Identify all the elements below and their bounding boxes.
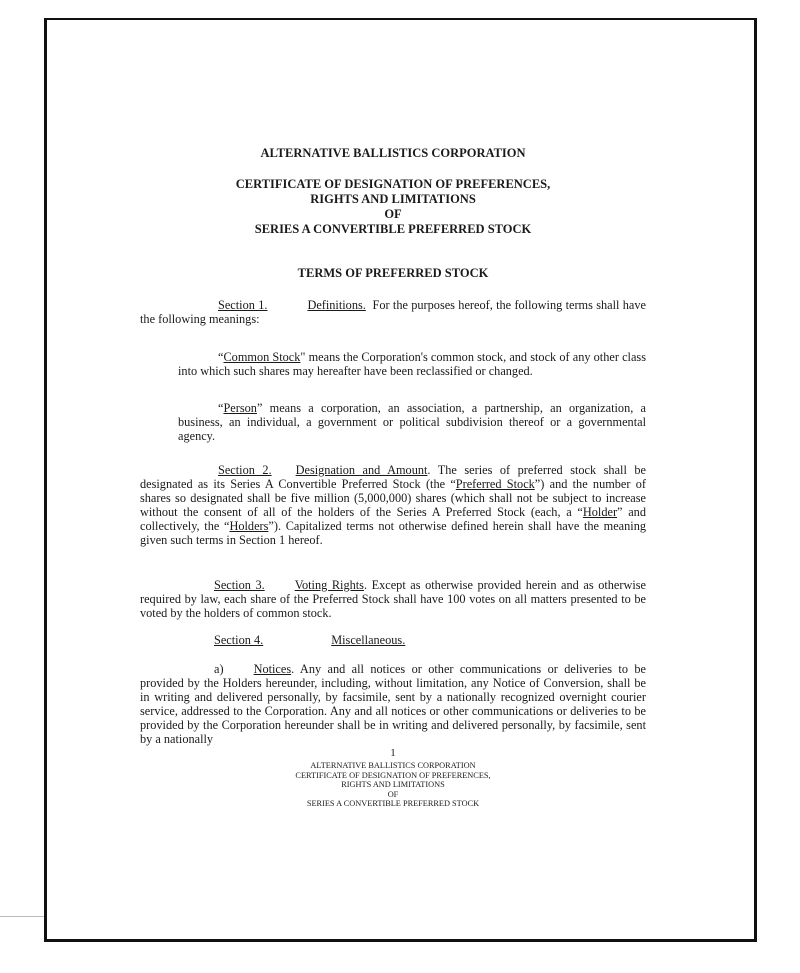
- footer-line: CERTIFICATE OF DESIGNATION OF PREFERENCES,: [295, 770, 491, 780]
- section-2-text: ” and collectively, the “: [140, 505, 646, 533]
- definition-text: " means the Corporation's common stock, and stock of any other class into which such shares may hereafter have been reclassified or changed.: [178, 350, 646, 378]
- open-quote: “: [218, 350, 224, 364]
- title-line: RIGHTS AND LIMITATIONS: [310, 192, 476, 206]
- definition-text: ” means a corporation, an association, a partnership, an organization, a business, an individual, a government or political subdivision thereof or a governmental agency.: [178, 401, 646, 443]
- section-1-label: Section 1.: [218, 298, 268, 312]
- section-2-paragraph: [140, 463, 646, 547]
- definition-common-stock: [178, 350, 646, 378]
- section-3-heading: Voting Rights: [294, 578, 364, 592]
- footer-line: SERIES A CONVERTIBLE PREFERRED STOCK: [306, 799, 480, 809]
- page-number: 1: [390, 747, 396, 759]
- term-holders: Holders: [229, 519, 269, 533]
- title-line: CERTIFICATE OF DESIGNATION OF PREFERENCES,: [235, 177, 551, 191]
- section-1-text: For the purposes hereof, the following terms shall have the following meanings:: [140, 298, 646, 326]
- title-line: OF: [384, 207, 402, 221]
- section-4a-heading: Notices: [253, 662, 292, 676]
- company-name: ALTERNATIVE BALLISTICS CORPORATION: [260, 146, 526, 160]
- section-2-heading: Designation and Amount: [295, 463, 428, 477]
- document-body: [140, 146, 646, 746]
- title-line: SERIES A CONVERTIBLE PREFERRED STOCK: [254, 222, 532, 236]
- term-common-stock: Common Stock: [223, 350, 301, 364]
- section-4-heading-line: [214, 633, 646, 647]
- section-4-label: Section 4.: [214, 633, 264, 647]
- section-3-text: . Except as otherwise provided herein and as otherwise required by law, each share of the Preferred Stock shall have 100 votes on all matters presented to be voted by the holders of common stock.: [140, 578, 647, 620]
- subsection-marker: a): [214, 662, 224, 676]
- section-2-text: ”) and the number of shares so designated shall be five million (5,000,000) shares (which shall not be subject to increase without the consent of all of the holders of the Series A Preferred Stock (each, a “: [140, 477, 646, 519]
- section-4a-text: . Any and all notices or other communications or deliveries to be provided by the Holders hereunder, including, without limitation, any Notice of Conversion, shall be in writing and delivered personally, by facsimile, sent by a nationally recognized overnight courier service, addressed to the Corporation. Any and all notices or other communications or deliveries to be provided by the Corporation hereunder shall be in writing and delivered personally, by facsimile, sent by a nationally: [140, 662, 646, 746]
- section-2-text: ”). Capitalized terms not otherwise defined herein shall have the meaning given such terms in Section 1 hereof.: [140, 519, 647, 547]
- term-person: Person: [223, 401, 257, 415]
- open-quote: “: [218, 401, 224, 415]
- footer-line: RIGHTS AND LIMITATIONS: [341, 780, 445, 790]
- footer-line: OF: [387, 789, 399, 799]
- footer-line: ALTERNATIVE BALLISTICS CORPORATION: [310, 761, 476, 770]
- certificate-title: [140, 177, 646, 237]
- section-3-label: Section 3.: [214, 578, 265, 592]
- section-1-paragraph: [140, 298, 646, 326]
- page-footer: [140, 747, 646, 809]
- scan-edge-mark: [0, 916, 44, 917]
- terms-heading: TERMS OF PREFERRED STOCK: [297, 266, 489, 280]
- section-1-heading: Definitions.: [307, 298, 366, 312]
- section-4-heading: Miscellaneous.: [331, 633, 406, 647]
- section-2-text: . The series of preferred stock shall be designated as its Series A Convertible Preferred Stock (the “: [140, 463, 646, 491]
- section-4a-paragraph: [140, 662, 646, 746]
- definition-person: [178, 401, 646, 443]
- section-2-label: Section 2.: [218, 463, 272, 477]
- term-holder: Holder: [582, 505, 618, 519]
- section-3-paragraph: [140, 578, 646, 620]
- term-preferred-stock: Preferred Stock: [455, 477, 535, 491]
